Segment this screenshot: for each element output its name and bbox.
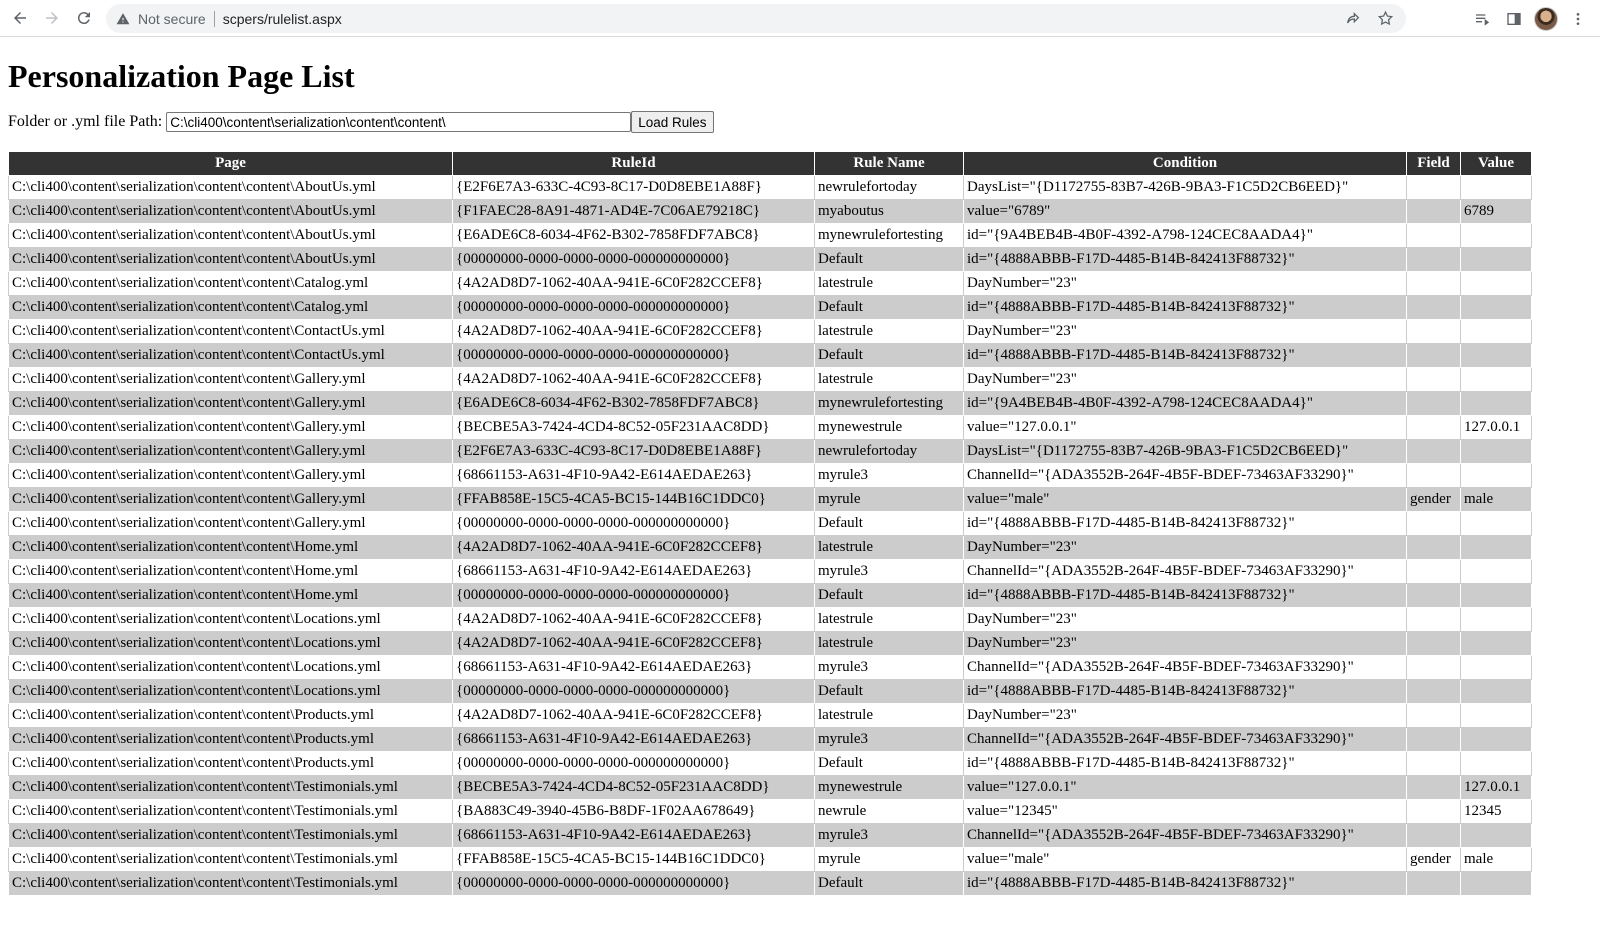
cell-rule-name: myrule3: [815, 728, 964, 752]
browser-toolbar: [0, 0, 1600, 37]
cell-page: C:\cli400\content\serialization\content\content\Home.yml: [9, 536, 453, 560]
cell-rule-name: mynewrulefortesting: [815, 224, 964, 248]
cell-page: C:\cli400\content\serialization\content\content\AboutUs.yml: [9, 248, 453, 272]
cell-condition: id="{4888ABBB-F17D-4485-B14B-842413F88732}": [964, 344, 1407, 368]
cell-rule-name: Default: [815, 872, 964, 896]
cell-field: [1407, 200, 1461, 224]
cell-rule-name: Default: [815, 248, 964, 272]
cell-rule-name: latestrule: [815, 368, 964, 392]
cell-field: [1407, 272, 1461, 296]
cell-value: [1461, 296, 1532, 320]
cell-condition: id="{4888ABBB-F17D-4485-B14B-842413F88732}": [964, 872, 1407, 896]
cell-condition: ChannelId="{ADA3552B-264F-4B5F-BDEF-73463AF33290}": [964, 656, 1407, 680]
cell-rule-name: latestrule: [815, 272, 964, 296]
cell-page: C:\cli400\content\serialization\content\content\Testimonials.yml: [9, 824, 453, 848]
cell-page: C:\cli400\content\serialization\content\content\Gallery.yml: [9, 368, 453, 392]
cell-rule-name: Default: [815, 584, 964, 608]
profile-avatar[interactable]: [1534, 7, 1558, 31]
warning-triangle-icon: [116, 11, 132, 27]
cell-condition: id="{9A4BEB4B-4B0F-4392-A798-124CEC8AADA4}": [964, 224, 1407, 248]
cell-condition: id="{4888ABBB-F17D-4485-B14B-842413F88732}": [964, 296, 1407, 320]
cell-value: 127.0.0.1: [1461, 416, 1532, 440]
share-icon[interactable]: [1342, 8, 1364, 30]
table-row: [9, 296, 1532, 320]
page-content: [8, 37, 1600, 896]
cell-rule-name: latestrule: [815, 704, 964, 728]
table-row: [9, 440, 1532, 464]
table-row: [9, 704, 1532, 728]
address-bar[interactable]: [106, 4, 1406, 33]
cell-page: C:\cli400\content\serialization\content\content\Locations.yml: [9, 608, 453, 632]
cell-field: [1407, 776, 1461, 800]
cell-field: [1407, 320, 1461, 344]
url-text[interactable]: scpers/rulelist.aspx: [222, 10, 342, 27]
cell-value: [1461, 368, 1532, 392]
cell-condition: ChannelId="{ADA3552B-264F-4B5F-BDEF-73463AF33290}": [964, 560, 1407, 584]
cell-rule-name: newrulefortoday: [815, 176, 964, 200]
table-row: [9, 224, 1532, 248]
cell-rule-name: myrule3: [815, 464, 964, 488]
cell-field: [1407, 872, 1461, 896]
column-header-field: Field: [1407, 152, 1461, 176]
table-row: [9, 272, 1532, 296]
cell-value: [1461, 320, 1532, 344]
table-row: [9, 392, 1532, 416]
cell-field: [1407, 344, 1461, 368]
cell-condition: ChannelId="{ADA3552B-264F-4B5F-BDEF-73463AF33290}": [964, 464, 1407, 488]
cell-ruleid: {4A2AD8D7-1062-40AA-941E-6C0F282CCEF8}: [453, 368, 815, 392]
table-row: [9, 512, 1532, 536]
cell-rule-name: latestrule: [815, 632, 964, 656]
side-panel-icon[interactable]: [1502, 7, 1526, 31]
cell-condition: DayNumber="23": [964, 320, 1407, 344]
cell-condition: id="{4888ABBB-F17D-4485-B14B-842413F88732}": [964, 752, 1407, 776]
cell-ruleid: {F1FAEC28-8A91-4871-AD4E-7C06AE79218C}: [453, 200, 815, 224]
cell-ruleid: {4A2AD8D7-1062-40AA-941E-6C0F282CCEF8}: [453, 704, 815, 728]
cell-condition: id="{9A4BEB4B-4B0F-4392-A798-124CEC8AADA4}": [964, 392, 1407, 416]
table-row: [9, 536, 1532, 560]
cell-value: [1461, 248, 1532, 272]
cell-ruleid: {4A2AD8D7-1062-40AA-941E-6C0F282CCEF8}: [453, 272, 815, 296]
cell-field: [1407, 224, 1461, 248]
cell-field: [1407, 248, 1461, 272]
cell-field: [1407, 416, 1461, 440]
cell-ruleid: {00000000-0000-0000-0000-000000000000}: [453, 680, 815, 704]
cell-field: [1407, 536, 1461, 560]
cell-ruleid: {00000000-0000-0000-0000-000000000000}: [453, 584, 815, 608]
cell-ruleid: {E2F6E7A3-633C-4C93-8C17-D0D8EBE1A88F}: [453, 440, 815, 464]
back-arrow-icon[interactable]: [4, 2, 36, 34]
cell-page: C:\cli400\content\serialization\content\content\Products.yml: [9, 728, 453, 752]
cell-value: male: [1461, 488, 1532, 512]
avatar: [1534, 7, 1558, 31]
table-row: [9, 584, 1532, 608]
reload-icon[interactable]: [68, 2, 100, 34]
cell-condition: value="12345": [964, 800, 1407, 824]
cell-rule-name: Default: [815, 752, 964, 776]
cell-ruleid: {E6ADE6C8-6034-4F62-B302-7858FDF7ABC8}: [453, 392, 815, 416]
cell-page: C:\cli400\content\serialization\content\content\Products.yml: [9, 752, 453, 776]
cell-rule-name: myaboutus: [815, 200, 964, 224]
cell-ruleid: {00000000-0000-0000-0000-000000000000}: [453, 344, 815, 368]
cell-ruleid: {BA883C49-3940-45B6-B8DF-1F02AA678649}: [453, 800, 815, 824]
cell-condition: value="male": [964, 488, 1407, 512]
cell-condition: DayNumber="23": [964, 368, 1407, 392]
cell-field: [1407, 176, 1461, 200]
cell-value: [1461, 608, 1532, 632]
cell-page: C:\cli400\content\serialization\content\content\Gallery.yml: [9, 392, 453, 416]
cell-field: [1407, 464, 1461, 488]
cell-page: C:\cli400\content\serialization\content\content\Catalog.yml: [9, 296, 453, 320]
cell-rule-name: Default: [815, 344, 964, 368]
cell-value: [1461, 680, 1532, 704]
cell-page: C:\cli400\content\serialization\content\content\ContactUs.yml: [9, 344, 453, 368]
column-header-condition: Condition: [964, 152, 1407, 176]
cell-page: C:\cli400\content\serialization\content\content\Gallery.yml: [9, 488, 453, 512]
table-body: [9, 176, 1532, 896]
cell-field: [1407, 728, 1461, 752]
cell-ruleid: {00000000-0000-0000-0000-000000000000}: [453, 512, 815, 536]
cell-page: C:\cli400\content\serialization\content\content\Gallery.yml: [9, 512, 453, 536]
cell-field: gender: [1407, 848, 1461, 872]
cell-ruleid: {4A2AD8D7-1062-40AA-941E-6C0F282CCEF8}: [453, 608, 815, 632]
cell-ruleid: {00000000-0000-0000-0000-000000000000}: [453, 872, 815, 896]
table-row: [9, 560, 1532, 584]
cell-page: C:\cli400\content\serialization\content\content\Products.yml: [9, 704, 453, 728]
cell-condition: DaysList="{D1172755-83B7-426B-9BA3-F1C5D2CB6EED}": [964, 176, 1407, 200]
table-row: [9, 776, 1532, 800]
cell-ruleid: {BECBE5A3-7424-4CD4-8C52-05F231AAC8DD}: [453, 776, 815, 800]
cell-rule-name: myrule3: [815, 560, 964, 584]
cell-rule-name: myrule3: [815, 824, 964, 848]
cell-value: [1461, 584, 1532, 608]
table-row: [9, 752, 1532, 776]
cell-value: [1461, 752, 1532, 776]
cell-value: [1461, 704, 1532, 728]
table-row: [9, 728, 1532, 752]
cell-page: C:\cli400\content\serialization\content\content\ContactUs.yml: [9, 320, 453, 344]
cell-rule-name: myrule3: [815, 656, 964, 680]
cell-value: [1461, 632, 1532, 656]
table-row: [9, 680, 1532, 704]
cell-field: [1407, 752, 1461, 776]
cell-ruleid: {4A2AD8D7-1062-40AA-941E-6C0F282CCEF8}: [453, 320, 815, 344]
cell-value: [1461, 536, 1532, 560]
table-row: [9, 872, 1532, 896]
cell-value: [1461, 272, 1532, 296]
cell-value: [1461, 824, 1532, 848]
forward-arrow-icon[interactable]: [36, 2, 68, 34]
cell-ruleid: {FFAB858E-15C5-4CA5-BC15-144B16C1DDC0}: [453, 848, 815, 872]
cell-page: C:\cli400\content\serialization\content\content\Locations.yml: [9, 680, 453, 704]
cell-rule-name: Default: [815, 512, 964, 536]
cell-field: [1407, 800, 1461, 824]
cell-value: 6789: [1461, 200, 1532, 224]
cell-condition: DayNumber="23": [964, 608, 1407, 632]
cell-page: C:\cli400\content\serialization\content\content\Locations.yml: [9, 632, 453, 656]
table-row: [9, 824, 1532, 848]
cell-page: C:\cli400\content\serialization\content\content\Testimonials.yml: [9, 872, 453, 896]
cell-rule-name: mynewestrule: [815, 416, 964, 440]
omnibox-divider: [214, 11, 215, 27]
table-row: [9, 248, 1532, 272]
cell-ruleid: {68661153-A631-4F10-9A42-E614AEDAE263}: [453, 824, 815, 848]
column-header-ruleid: RuleId: [453, 152, 815, 176]
cell-condition: id="{4888ABBB-F17D-4485-B14B-842413F88732}": [964, 512, 1407, 536]
cell-rule-name: latestrule: [815, 536, 964, 560]
cell-page: C:\cli400\content\serialization\content\content\AboutUs.yml: [9, 224, 453, 248]
cell-condition: value="127.0.0.1": [964, 776, 1407, 800]
cell-condition: DayNumber="23": [964, 536, 1407, 560]
cell-field: gender: [1407, 488, 1461, 512]
cell-rule-name: myrule: [815, 848, 964, 872]
menu-kebab-icon[interactable]: [1566, 7, 1590, 31]
cell-ruleid: {68661153-A631-4F10-9A42-E614AEDAE263}: [453, 656, 815, 680]
table-row: [9, 608, 1532, 632]
cell-condition: ChannelId="{ADA3552B-264F-4B5F-BDEF-73463AF33290}": [964, 824, 1407, 848]
cell-rule-name: latestrule: [815, 320, 964, 344]
cell-condition: value="127.0.0.1": [964, 416, 1407, 440]
cell-condition: value="6789": [964, 200, 1407, 224]
cell-ruleid: {FFAB858E-15C5-4CA5-BC15-144B16C1DDC0}: [453, 488, 815, 512]
cell-ruleid: {E2F6E7A3-633C-4C93-8C17-D0D8EBE1A88F}: [453, 176, 815, 200]
load-rules-button[interactable]: Load Rules: [631, 111, 713, 133]
column-header-page: Page: [9, 152, 453, 176]
cell-rule-name: Default: [815, 680, 964, 704]
cell-value: 12345: [1461, 800, 1532, 824]
cell-value: [1461, 560, 1532, 584]
cell-ruleid: {68661153-A631-4F10-9A42-E614AEDAE263}: [453, 728, 815, 752]
column-header-rule-name: Rule Name: [815, 152, 964, 176]
cell-field: [1407, 392, 1461, 416]
cell-field: [1407, 824, 1461, 848]
table-row: [9, 344, 1532, 368]
cell-field: [1407, 296, 1461, 320]
table-row: [9, 488, 1532, 512]
cell-rule-name: newrulefortoday: [815, 440, 964, 464]
rules-table: [8, 151, 1532, 896]
cell-condition: id="{4888ABBB-F17D-4485-B14B-842413F88732}": [964, 584, 1407, 608]
cell-ruleid: {68661153-A631-4F10-9A42-E614AEDAE263}: [453, 464, 815, 488]
cell-page: C:\cli400\content\serialization\content\content\Gallery.yml: [9, 464, 453, 488]
cell-rule-name: Default: [815, 296, 964, 320]
cell-field: [1407, 560, 1461, 584]
cell-value: [1461, 656, 1532, 680]
cell-ruleid: {00000000-0000-0000-0000-000000000000}: [453, 248, 815, 272]
cell-field: [1407, 584, 1461, 608]
cell-rule-name: newrule: [815, 800, 964, 824]
cell-rule-name: latestrule: [815, 608, 964, 632]
column-header-value: Value: [1461, 152, 1532, 176]
table-row: [9, 656, 1532, 680]
cell-condition: DayNumber="23": [964, 704, 1407, 728]
cell-value: [1461, 728, 1532, 752]
cell-field: [1407, 704, 1461, 728]
cell-condition: ChannelId="{ADA3552B-264F-4B5F-BDEF-73463AF33290}": [964, 728, 1407, 752]
cell-field: [1407, 368, 1461, 392]
cell-rule-name: mynewrulefortesting: [815, 392, 964, 416]
cell-condition: DaysList="{D1172755-83B7-426B-9BA3-F1C5D2CB6EED}": [964, 440, 1407, 464]
cell-field: [1407, 656, 1461, 680]
table-row: [9, 368, 1532, 392]
cell-value: [1461, 176, 1532, 200]
table-row: [9, 632, 1532, 656]
cell-value: [1461, 512, 1532, 536]
cell-page: C:\cli400\content\serialization\content\content\Catalog.yml: [9, 272, 453, 296]
cell-field: [1407, 632, 1461, 656]
cell-condition: DayNumber="23": [964, 272, 1407, 296]
cell-page: C:\cli400\content\serialization\content\content\AboutUs.yml: [9, 200, 453, 224]
cell-ruleid: {68661153-A631-4F10-9A42-E614AEDAE263}: [453, 560, 815, 584]
cell-field: [1407, 680, 1461, 704]
cell-ruleid: {00000000-0000-0000-0000-000000000000}: [453, 296, 815, 320]
cell-value: [1461, 224, 1532, 248]
table-row: [9, 320, 1532, 344]
cell-condition: id="{4888ABBB-F17D-4485-B14B-842413F88732}": [964, 680, 1407, 704]
cell-ruleid: {4A2AD8D7-1062-40AA-941E-6C0F282CCEF8}: [453, 536, 815, 560]
table-header-row: [9, 152, 1532, 176]
cell-page: C:\cli400\content\serialization\content\content\Testimonials.yml: [9, 776, 453, 800]
cell-value: male: [1461, 848, 1532, 872]
cell-rule-name: mynewestrule: [815, 776, 964, 800]
cell-page: C:\cli400\content\serialization\content\content\Locations.yml: [9, 656, 453, 680]
table-row: [9, 464, 1532, 488]
cell-ruleid: {00000000-0000-0000-0000-000000000000}: [453, 752, 815, 776]
cell-page: C:\cli400\content\serialization\content\content\Testimonials.yml: [9, 800, 453, 824]
cell-field: [1407, 608, 1461, 632]
cell-page: C:\cli400\content\serialization\content\content\Home.yml: [9, 560, 453, 584]
cell-value: [1461, 344, 1532, 368]
cell-ruleid: {E6ADE6C8-6034-4F62-B302-7858FDF7ABC8}: [453, 224, 815, 248]
cell-value: [1461, 392, 1532, 416]
table-row: [9, 800, 1532, 824]
bookmark-star-icon[interactable]: [1374, 8, 1396, 30]
cell-field: [1407, 440, 1461, 464]
path-form: [8, 111, 1600, 133]
table-row: [9, 848, 1532, 872]
cell-value: [1461, 872, 1532, 896]
cell-condition: id="{4888ABBB-F17D-4485-B14B-842413F88732}": [964, 248, 1407, 272]
cell-rule-name: myrule: [815, 488, 964, 512]
cell-page: C:\cli400\content\serialization\content\content\Testimonials.yml: [9, 848, 453, 872]
path-input[interactable]: [166, 112, 631, 132]
page-title: Personalization Page List: [8, 58, 355, 94]
cell-value: [1461, 440, 1532, 464]
cell-page: C:\cli400\content\serialization\content\content\AboutUs.yml: [9, 176, 453, 200]
cell-value: 127.0.0.1: [1461, 776, 1532, 800]
cell-field: [1407, 512, 1461, 536]
cell-page: C:\cli400\content\serialization\content\content\Home.yml: [9, 584, 453, 608]
reading-list-icon[interactable]: [1470, 7, 1494, 31]
cell-page: C:\cli400\content\serialization\content\content\Gallery.yml: [9, 416, 453, 440]
table-row: [9, 200, 1532, 224]
table-row: [9, 176, 1532, 200]
cell-ruleid: {BECBE5A3-7424-4CD4-8C52-05F231AAC8DD}: [453, 416, 815, 440]
table-row: [9, 416, 1532, 440]
path-label: Folder or .yml file Path:: [8, 113, 163, 130]
security-status[interactable]: Not secure: [138, 10, 206, 27]
cell-condition: DayNumber="23": [964, 632, 1407, 656]
cell-value: [1461, 464, 1532, 488]
cell-ruleid: {4A2AD8D7-1062-40AA-941E-6C0F282CCEF8}: [453, 632, 815, 656]
cell-page: C:\cli400\content\serialization\content\content\Gallery.yml: [9, 440, 453, 464]
cell-condition: value="male": [964, 848, 1407, 872]
